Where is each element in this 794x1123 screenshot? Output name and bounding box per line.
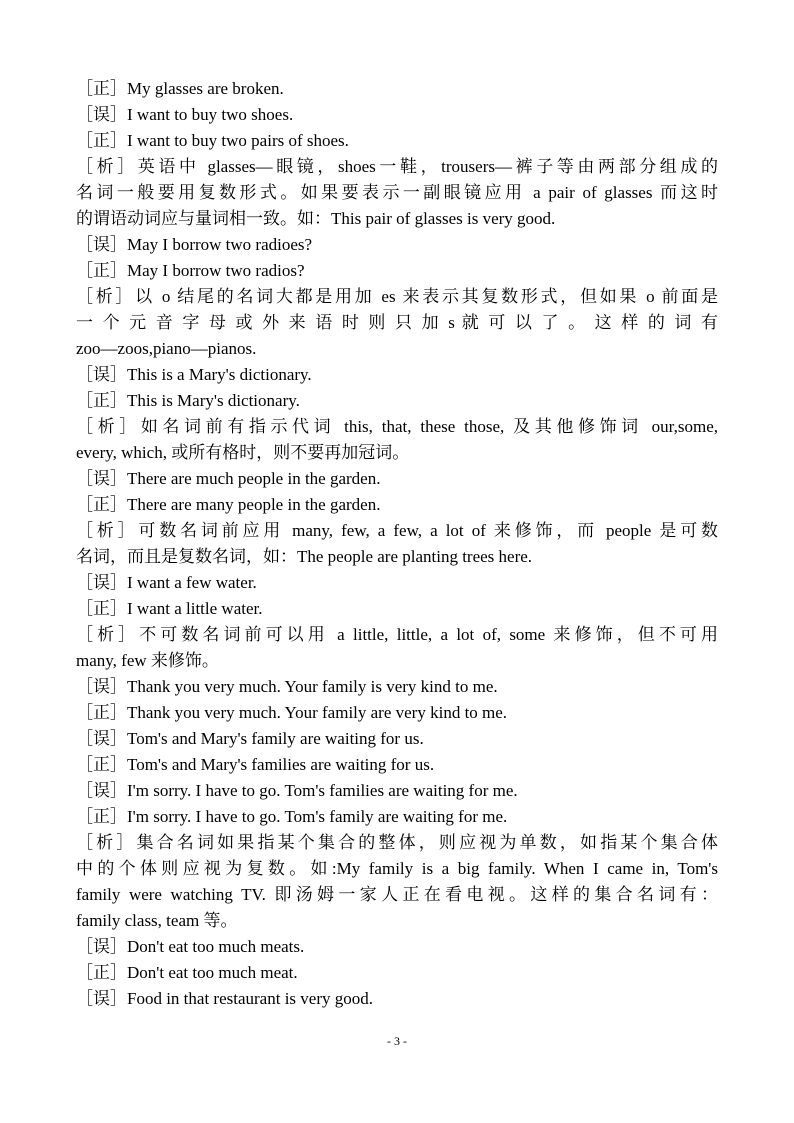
document-body xyxy=(76,76,718,1012)
text-line: ［误］May I borrow two radioes? xyxy=(76,235,313,254)
text-line: many, few 来修饰。 xyxy=(76,651,219,670)
text-line: ［误］Food in that restaurant is very good. xyxy=(76,989,373,1008)
text-line: 名词，而且是复数名词，如：The people are planting trees here. xyxy=(76,547,533,566)
text-line: ［正］Don't eat too much meat. xyxy=(76,963,298,982)
text-line: zoo—zoos,piano—pianos. xyxy=(76,339,257,358)
text-line: 的谓语动词应与量词相一致。如：This pair of glasses is very good. xyxy=(76,209,556,228)
text-line: ［正］Thank you very much. Your family are very kind to me. xyxy=(76,703,508,722)
text-line: ［误］Don't eat too much meats. xyxy=(76,937,305,956)
text-line: ［误］Tom's and Mary's family are waiting for us. xyxy=(76,729,424,748)
text-line: ［误］This is a Mary's dictionary. xyxy=(76,365,312,384)
text-line: 中的个体则应视为复数。如:My family is a big family. When I came in, Tom's xyxy=(76,859,718,878)
text-line: ［误］I want a few water. xyxy=(76,573,257,592)
text-line: ［析］如名词前有指示代词 this, that, these those, 及其他修饰词 our,some, xyxy=(76,417,718,436)
text-line: ［正］There are many people in the garden. xyxy=(76,495,381,514)
text-line: ［正］I'm sorry. I have to go. Tom's family are waiting for me. xyxy=(76,807,508,826)
text-line: family class, team 等。 xyxy=(76,911,238,930)
text-line: ［析］以 o 结尾的名词大都是用加 es 来表示其复数形式，但如果 o 前面是 xyxy=(76,287,718,306)
text-line: family were watching TV. 即汤姆一家人正在看电视。这样的集合名词有： xyxy=(76,885,718,904)
text-line: ［析］不可数名词前可以用 a little, little, a lot of, some 来修饰，但不可用 xyxy=(76,625,718,644)
text-line: ［误］I want to buy two shoes. xyxy=(76,105,294,124)
page-number: - 3 - xyxy=(387,1034,407,1048)
text-line: 一 个 元 音 字 母 或 外 来 语 时 则 只 加 s 就 可 以 了 。 这 样 的 词 有 xyxy=(76,313,718,332)
text-line: ［正］I want to buy two pairs of shoes. xyxy=(76,131,349,150)
text-line: ［正］Tom's and Mary's families are waiting for us. xyxy=(76,755,435,774)
text-line: every, which, 或所有格时，则不要再加冠词。 xyxy=(76,443,410,462)
text-line: ［误］There are much people in the garden. xyxy=(76,469,381,488)
text-line: ［误］I'm sorry. I have to go. Tom's families are waiting for me. xyxy=(76,781,518,800)
text-line: ［正］May I borrow two radios? xyxy=(76,261,305,280)
text-line: ［析］集合名词如果指某个集合的整体，则应视为单数，如指某个集合体 xyxy=(76,833,718,852)
text-line: ［正］My glasses are broken. xyxy=(76,79,284,98)
text-line: 名词一般要用复数形式。如果要表示一副眼镜应用 a pair of glasses 而这时 xyxy=(76,183,718,202)
text-line: ［误］Thank you very much. Your family is very kind to me. xyxy=(76,677,498,696)
text-line: ［正］I want a little water. xyxy=(76,599,263,618)
text-line: ［析］可数名词前应用 many, few, a few, a lot of 来修饰，而 people 是可数 xyxy=(76,521,718,540)
text-line: ［正］This is Mary's dictionary. xyxy=(76,391,300,410)
text-line: ［析］英语中 glasses—眼镜，shoes一鞋，trousers—裤子等由两部分组成的 xyxy=(76,157,718,176)
